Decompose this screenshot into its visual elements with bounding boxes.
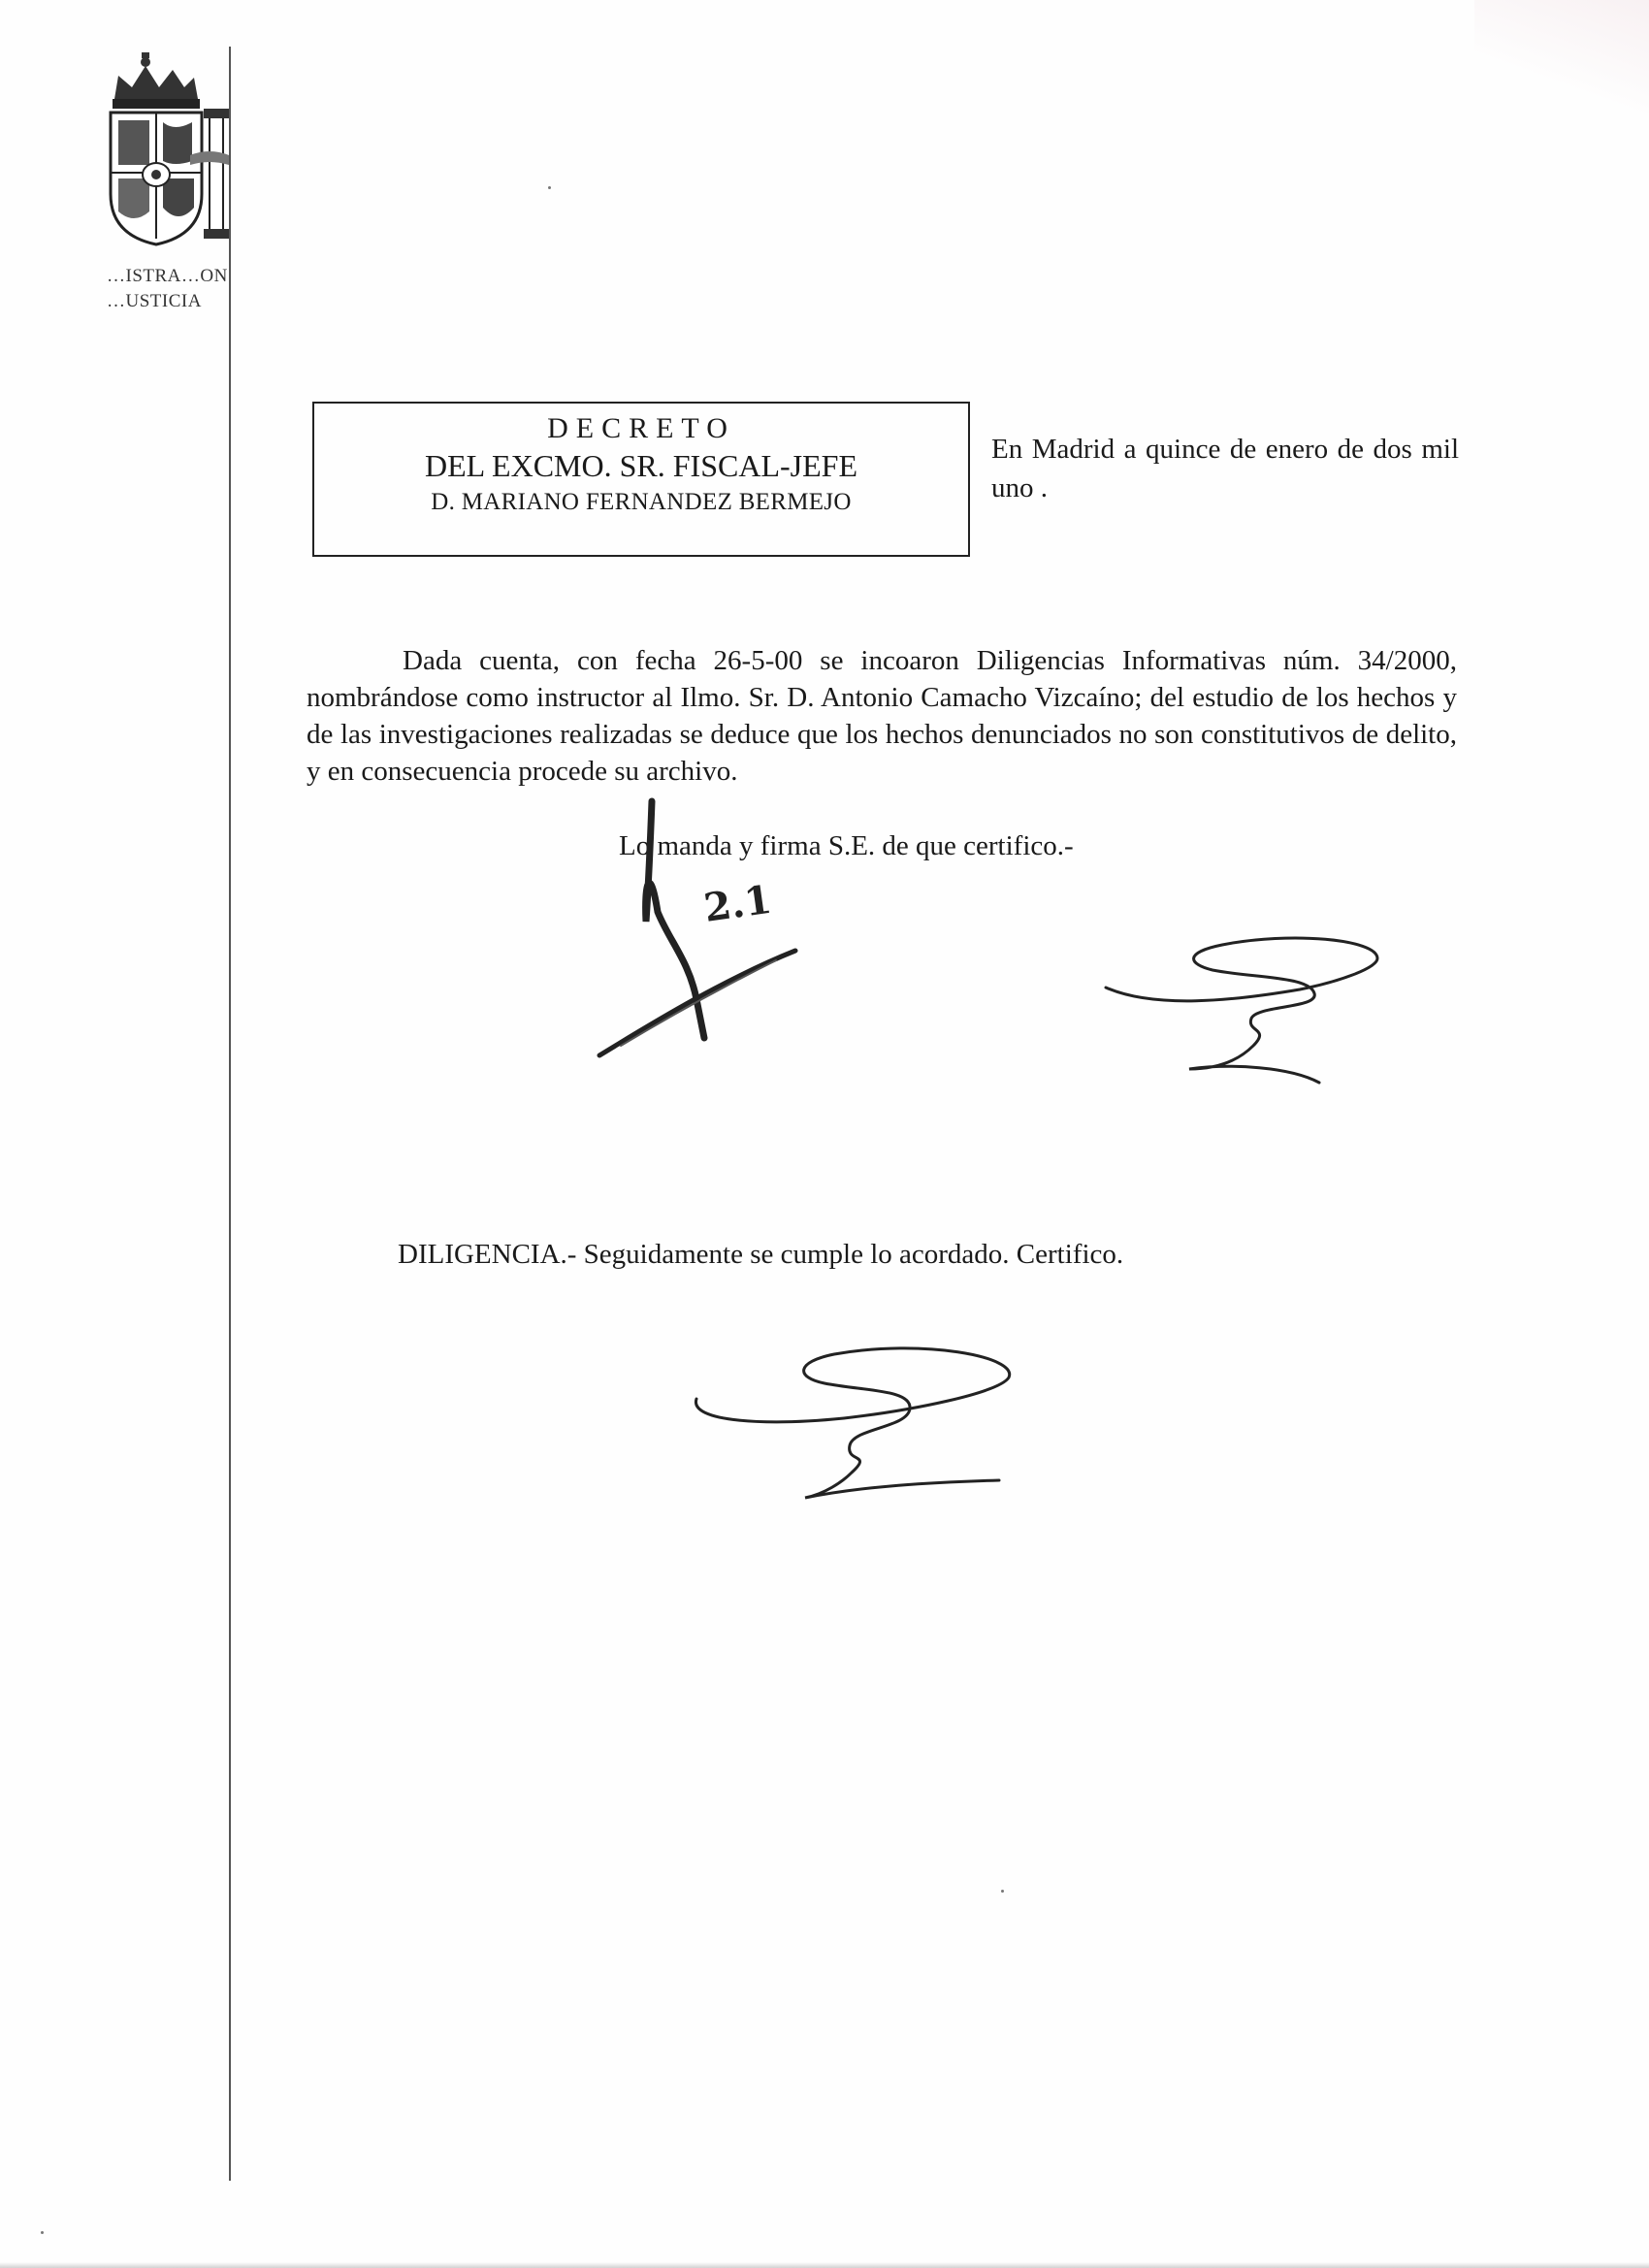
decree-official-name: D. MARIANO FERNANDEZ BERMEJO <box>431 489 852 515</box>
institution-label-line2: …USTICIA <box>107 291 202 311</box>
scan-speck <box>548 186 551 189</box>
decree-header-box <box>312 402 970 557</box>
secretary-signature <box>1096 931 1397 1096</box>
scan-speck <box>1001 1890 1004 1893</box>
decree-body-paragraph: Dada cuenta, con fecha 26-5-00 se incoaron Diligencias Informativas núm. 34/2000, nombrándose como instructor al Ilmo. Sr. D. Antonio Camacho Vizcaíno; del estudio de los hechos y de las investigaciones realizadas se deduce que los hechos denunciados no son constitutivos de delito, y en consecuencia procede su archivo. <box>307 645 1457 787</box>
secretary-signature-diligencia <box>679 1339 1028 1513</box>
margin-rule <box>229 47 231 2181</box>
decree-title: DECRETO <box>547 412 735 444</box>
fiscal-signature <box>582 795 815 1067</box>
institution-label <box>107 264 228 314</box>
scan-crease <box>1474 0 1649 136</box>
handwritten-annotation: 2.1 <box>700 876 775 931</box>
signoff-line: Lo manda y firma S.E. de que certifico.- <box>619 830 1074 861</box>
institution-label-line1: …ISTRA…ON <box>107 266 228 286</box>
decree-subtitle: DEL EXCMO. SR. FISCAL-JEFE <box>425 448 857 483</box>
scan-bottom-edge <box>0 2262 1649 2268</box>
date-line: En Madrid a quince de enero de dos mil uno . <box>991 434 1459 503</box>
scan-speck <box>41 2231 44 2234</box>
diligencia-line: DILIGENCIA.- Seguidamente se cumple lo acordado. Certifico. <box>398 1239 1124 1270</box>
coat-of-arms-emblem <box>97 49 233 252</box>
